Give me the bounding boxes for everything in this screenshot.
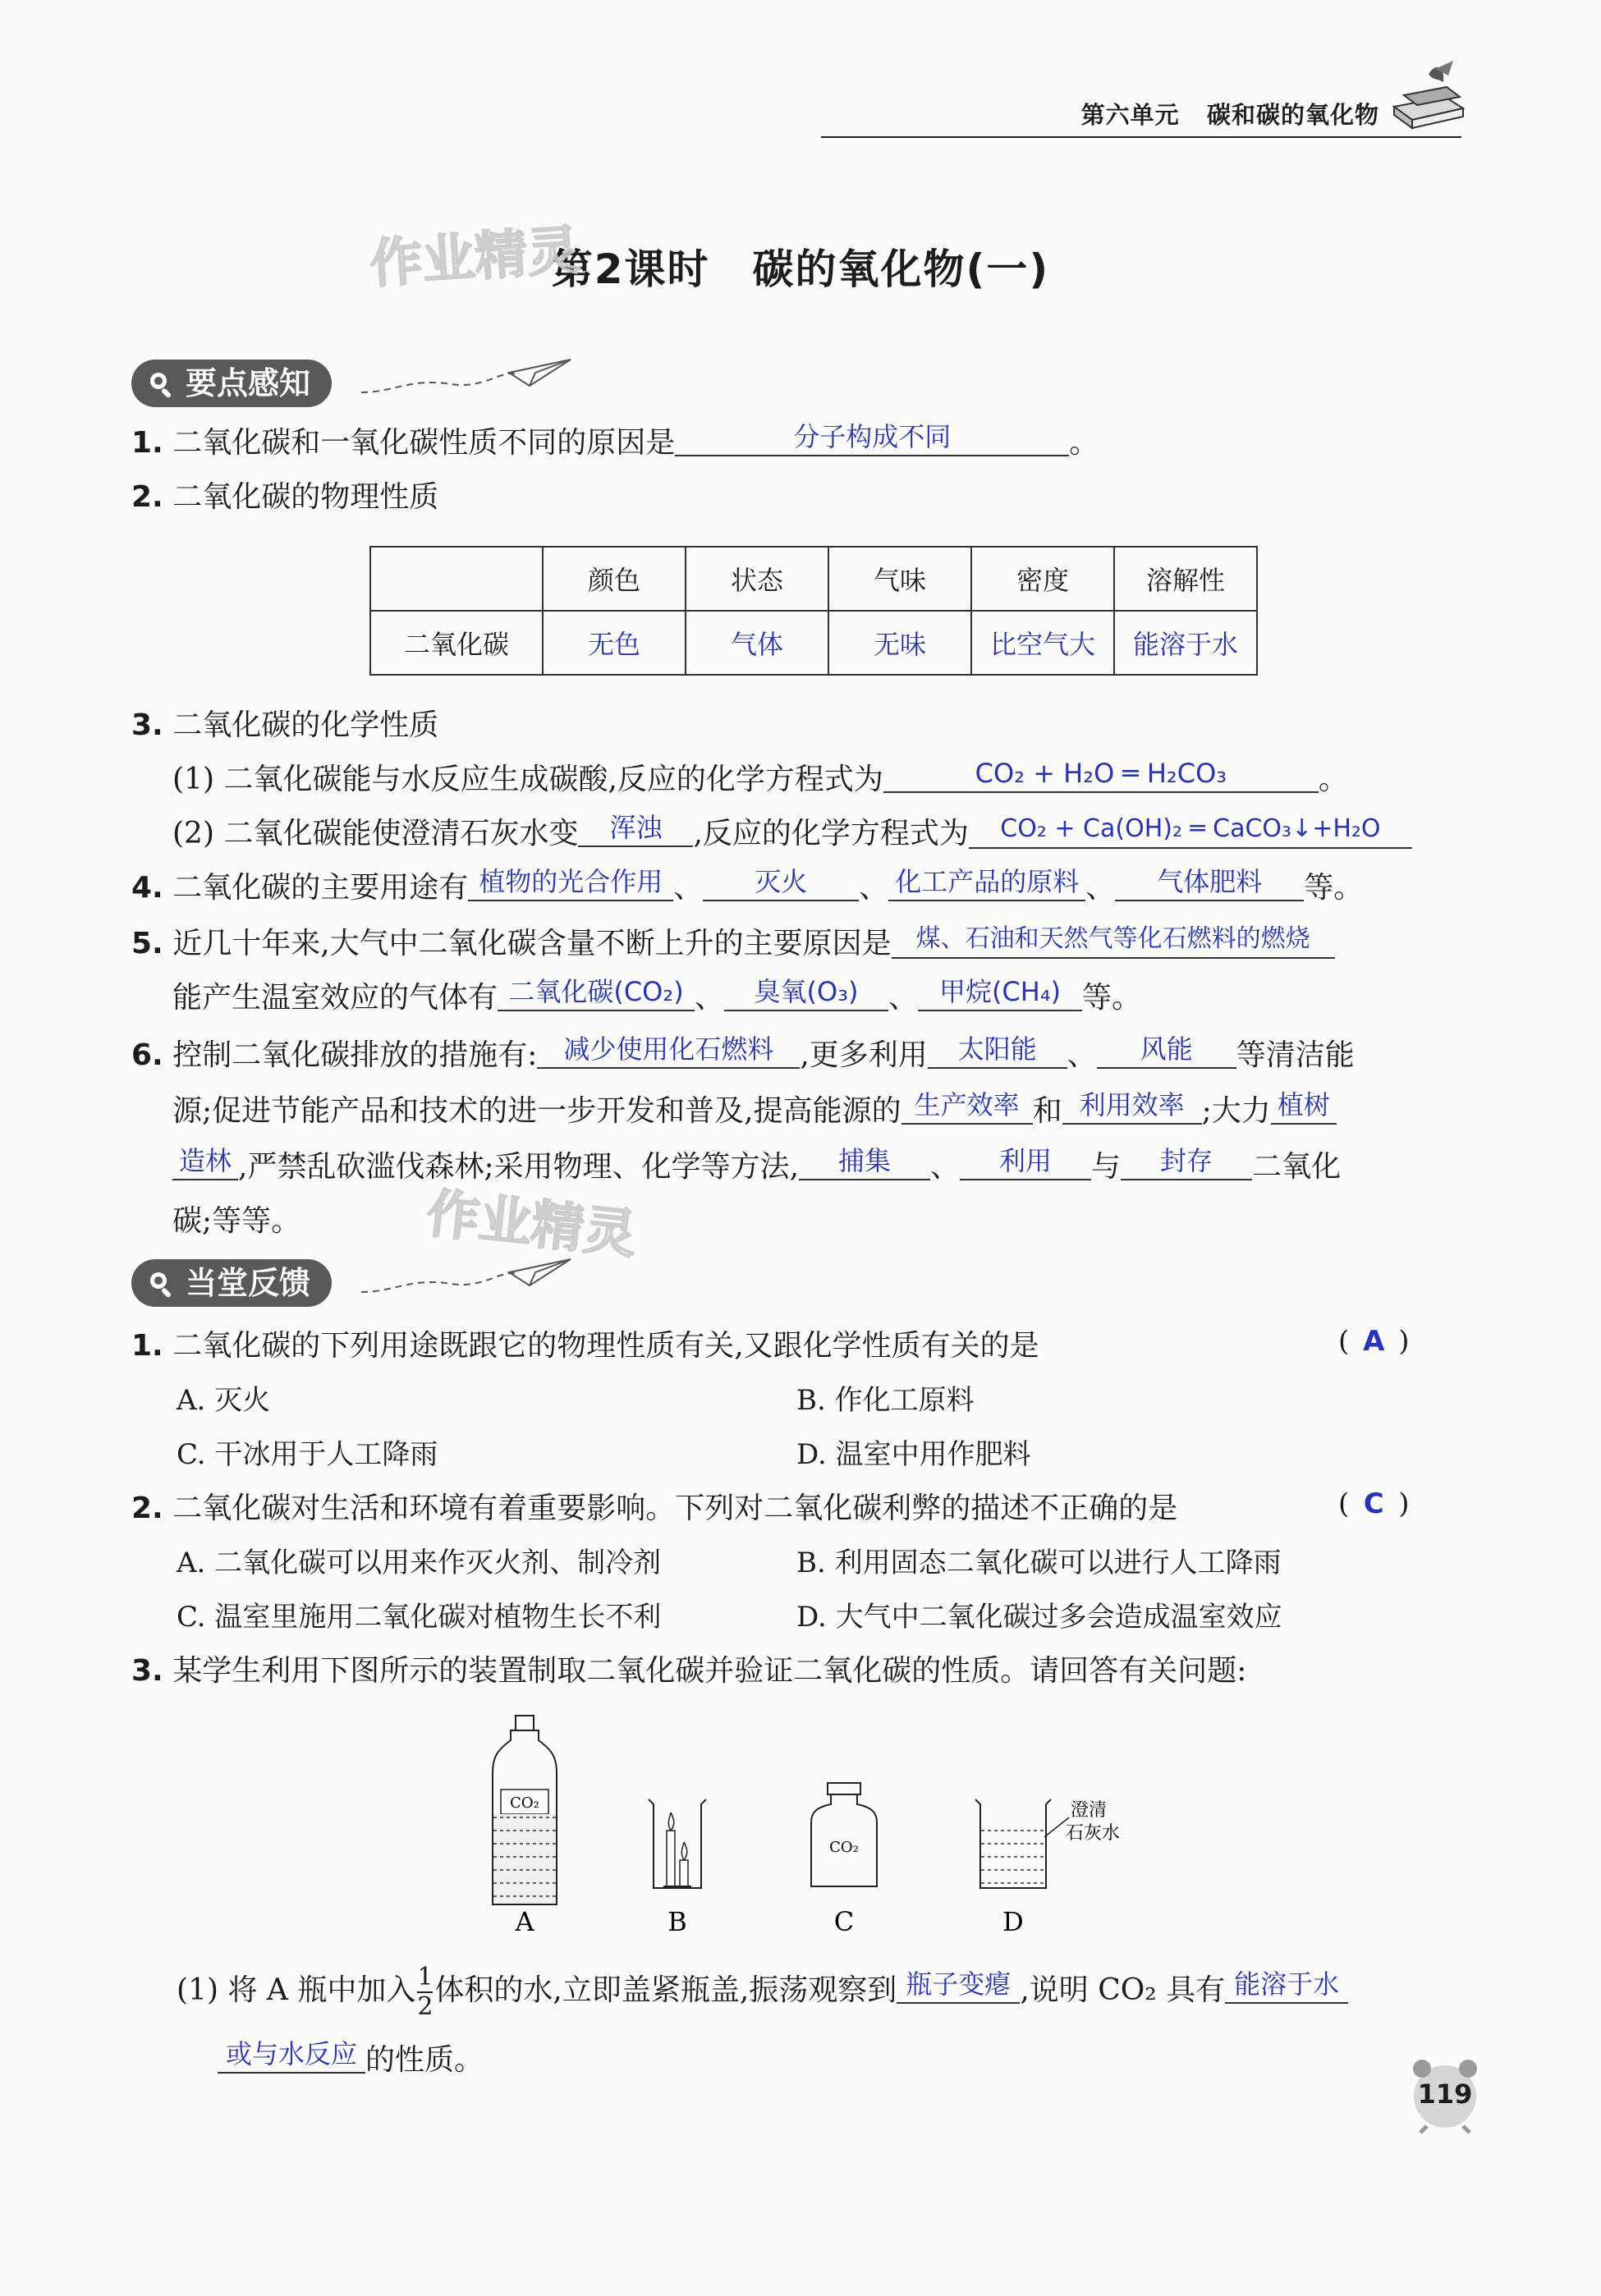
books-icon [1388,57,1470,131]
header-topic: 碳和碳的氧化物 [1206,101,1379,129]
question-number: 2. [131,480,163,514]
answer-blank: 利用效率 [1062,1087,1202,1125]
punct: 、 [888,981,919,1015]
label-limewater-1: 澄清 [1071,1800,1108,1821]
option-c: C. 干冰用于人工降雨 [177,1438,438,1471]
question-number: 2. [131,1492,163,1525]
punct: 、 [673,871,704,905]
punct: 、 [1067,1038,1097,1072]
question-3-part-2 [172,811,1412,857]
table-header-row [370,547,1257,611]
table-row-label: 二氧化碳 [370,611,543,675]
question-text: 二氧化碳的下列用途既跟它的物理性质有关,又跟化学性质有关的是 [172,1329,1039,1363]
co2-physical-properties-table [369,546,1258,676]
question-text: 二氧化 [1252,1150,1342,1184]
apparatus-figure [460,1707,1182,1937]
table-header-cell: 密度 [971,547,1114,611]
header-unit: 第六单元 [1080,101,1180,129]
answer-blank: CO₂ + H₂O ═ H₂CO₃ [883,755,1319,793]
table-header-cell: 溶解性 [1114,547,1257,611]
section-heading-label: 要点感知 [186,365,311,401]
answer-blank: 二氧化碳(CO₂) [498,974,695,1011]
question-text: 某学生利用下图所示的装置制取二氧化碳并验证二氧化碳的性质。请回答有关问题: [172,1654,1247,1688]
question-text: 二氧化碳的主要用途有 [172,871,469,905]
answer-blank: 气体肥料 [1115,864,1304,901]
question-text: 二氧化碳对生活和环境有着重要影响。下列对二氧化碳利弊的描述不正确的是 [172,1492,1178,1525]
answer-blank: 风能 [1097,1031,1236,1069]
paper-plane-icon [361,1253,575,1302]
question-text: 等清洁能 [1236,1038,1355,1072]
answer-blank: 捕集 [799,1143,930,1180]
fraction-numerator: 1 [417,1963,434,1991]
table-header-cell: 状态 [686,547,828,611]
question-text: 和 [1032,1094,1062,1128]
watermark: 作业精灵 [424,1183,640,1267]
answer-blank: 瓶子变瘪 [897,1966,1020,2004]
question-2 [131,474,438,520]
feedback-question-3-part-1 [177,1964,1348,2021]
question-5-line-2 [172,975,1141,1021]
feedback-question-3 [131,1648,1246,1694]
table-cell-answer: 无色 [543,611,686,675]
answer-blank: 灭火 [703,864,859,901]
question-number: 6. [131,1038,163,1072]
table-cell-answer: 气体 [686,611,828,675]
gas-jar-c [811,1783,877,1886]
beaker-b [649,1799,706,1888]
section-heading-label: 当堂反馈 [186,1265,311,1301]
option-c: C. 温室里施用二氧化碳对植物生长不利 [177,1601,662,1634]
label-a: A [515,1906,534,1937]
answer-blank: 太阳能 [928,1031,1067,1069]
magnifier-icon [148,1270,176,1298]
option-d: D. 大气中二氧化碳过多会造成温室效应 [796,1601,1282,1634]
table-header-cell: 颜色 [543,547,686,611]
answer-blank: 能溶于水 [1225,1966,1348,2004]
question-text: (2) 二氧化碳能使澄清石灰水变 [172,817,579,850]
table-row [370,611,1257,675]
label-b: B [667,1906,687,1937]
option-d: D. 温室中用作肥料 [796,1438,1031,1471]
question-6-line-2 [172,1088,1337,1134]
question-4 [131,865,1363,911]
table-cell-answer: 比空气大 [971,611,1114,675]
label-co2-c: CO₂ [829,1839,859,1856]
header-title [1081,97,1379,131]
feedback-question-1 [131,1323,1039,1369]
question-3 [131,703,438,749]
question-5 [131,921,1335,967]
punct: 。 [1318,763,1348,796]
answer-blank: CO₂ + Ca(OH)₂ ═ CaCO₃↓+H₂O [969,811,1412,849]
answer-blank: 利用 [960,1143,1091,1180]
question-number: 1. [131,1329,163,1363]
question-text: 近几十年来,大气中二氧化碳含量不断上升的主要原因是 [172,927,892,960]
section-heading-key-points [131,360,332,407]
answer-blank: 植物的光合作用 [468,864,673,901]
fraction-one-half [417,1964,433,2021]
question-text: 碳;等等。 [172,1204,301,1238]
answer-paren: ( C ) [1338,1487,1410,1520]
question-6 [131,1033,1355,1079]
question-text: 的性质。 [365,2043,484,2077]
option-a: A. 二氧化碳可以用来作灭火剂、制冷剂 [177,1547,662,1579]
option-a: A. 灭火 [177,1384,271,1417]
answer-blank: 封存 [1121,1143,1252,1180]
question-text: 二氧化碳和一氧化碳性质不同的原因是 [172,426,676,460]
question-text: ;大力 [1201,1094,1271,1128]
question-3-part-1 [172,757,1348,803]
question-number: 1. [131,426,163,460]
question-6-line-3 [172,1144,1341,1190]
answer-blank: 煤、石油和天然气等化石燃料的燃烧 [892,921,1335,959]
table-cell-answer: 能溶于水 [1114,611,1257,675]
question-number: 4. [131,871,163,905]
answer-blank: 造林 [172,1143,238,1180]
feedback-question-2 [131,1486,1177,1532]
punct: 、 [859,871,889,905]
question-6-line-4 [172,1198,300,1244]
question-text: 能产生温室效应的气体有 [172,981,498,1015]
fraction-denominator: 2 [417,1992,434,2021]
option-b: B. 利用固态二氧化碳可以进行人工降雨 [796,1547,1282,1579]
page-number: 119 [1417,2078,1473,2110]
question-text: ,反应的化学方程式为 [693,817,969,850]
label-co2-a: CO₂ [510,1794,539,1812]
punct: 。 [1069,426,1099,460]
feedback-question-3-part-1-line-2 [218,2037,484,2083]
question-text: 源;促进节能产品和技术的进一步开发和普及,提高能源的 [172,1094,901,1128]
label-d: D [1002,1906,1024,1937]
table-corner-cell [370,547,543,611]
page-title: 第2课时 碳的氧化物(一) [551,245,1050,293]
question-text: 二氧化碳的物理性质 [172,480,439,514]
label-c: C [833,1906,855,1937]
label-limewater-2: 石灰水 [1066,1823,1121,1844]
beaker-d [975,1799,1069,1888]
question-text: 二氧化碳的化学性质 [172,708,439,742]
question-text: (1) 将 A 瓶中加入 [177,1973,416,2007]
answer-blank: 浑浊 [578,809,693,847]
magnifier-icon [148,370,176,398]
question-number: 5. [131,927,163,960]
question-1 [131,420,1099,466]
question-text: 与 [1091,1150,1122,1184]
table-header-cell: 气味 [828,547,971,611]
answer-paren: ( A ) [1338,1325,1410,1358]
question-text: ,更多利用 [800,1038,928,1072]
punct: 等。 [1304,871,1364,905]
punct: 、 [930,1150,961,1184]
question-number: 3. [131,708,163,742]
question-text: ,说明 CO₂ 具有 [1020,1973,1226,2007]
punct: 、 [1085,871,1116,905]
question-text: 体积的水,立即盖紧瓶盖,振荡观察到 [434,1973,897,2007]
answer-blank: 分子构成不同 [675,419,1069,456]
question-text: ,严禁乱砍滥伐森林;采用物理、化学等方法, [238,1150,800,1184]
choice-answer: C [1363,1487,1384,1520]
header-rule [821,136,1461,138]
answer-blank: 生产效率 [901,1087,1033,1125]
paper-plane-icon [361,353,575,402]
answer-blank: 化工产品的原料 [888,864,1085,901]
answer-blank: 甲烷(CH₄) [918,974,1082,1011]
table-cell-answer: 无味 [828,611,971,675]
answer-blank: 或与水反应 [218,2036,365,2074]
option-b: B. 作化工原料 [796,1384,975,1417]
question-text: 控制二氧化碳排放的措施有: [172,1038,538,1072]
choice-answer: A [1363,1325,1385,1358]
section-heading-feedback [131,1259,332,1307]
question-text: (1) 二氧化碳能与水反应生成碳酸,反应的化学方程式为 [172,763,883,796]
answer-blank: 臭氧(O₃) [724,974,888,1011]
punct: 等。 [1082,981,1142,1015]
question-number: 3. [131,1654,163,1688]
punct: 、 [695,981,725,1015]
answer-blank: 植树 [1271,1087,1337,1125]
watermark: 作业精灵 [368,220,582,296]
answer-blank: 减少使用化石燃料 [537,1031,800,1069]
